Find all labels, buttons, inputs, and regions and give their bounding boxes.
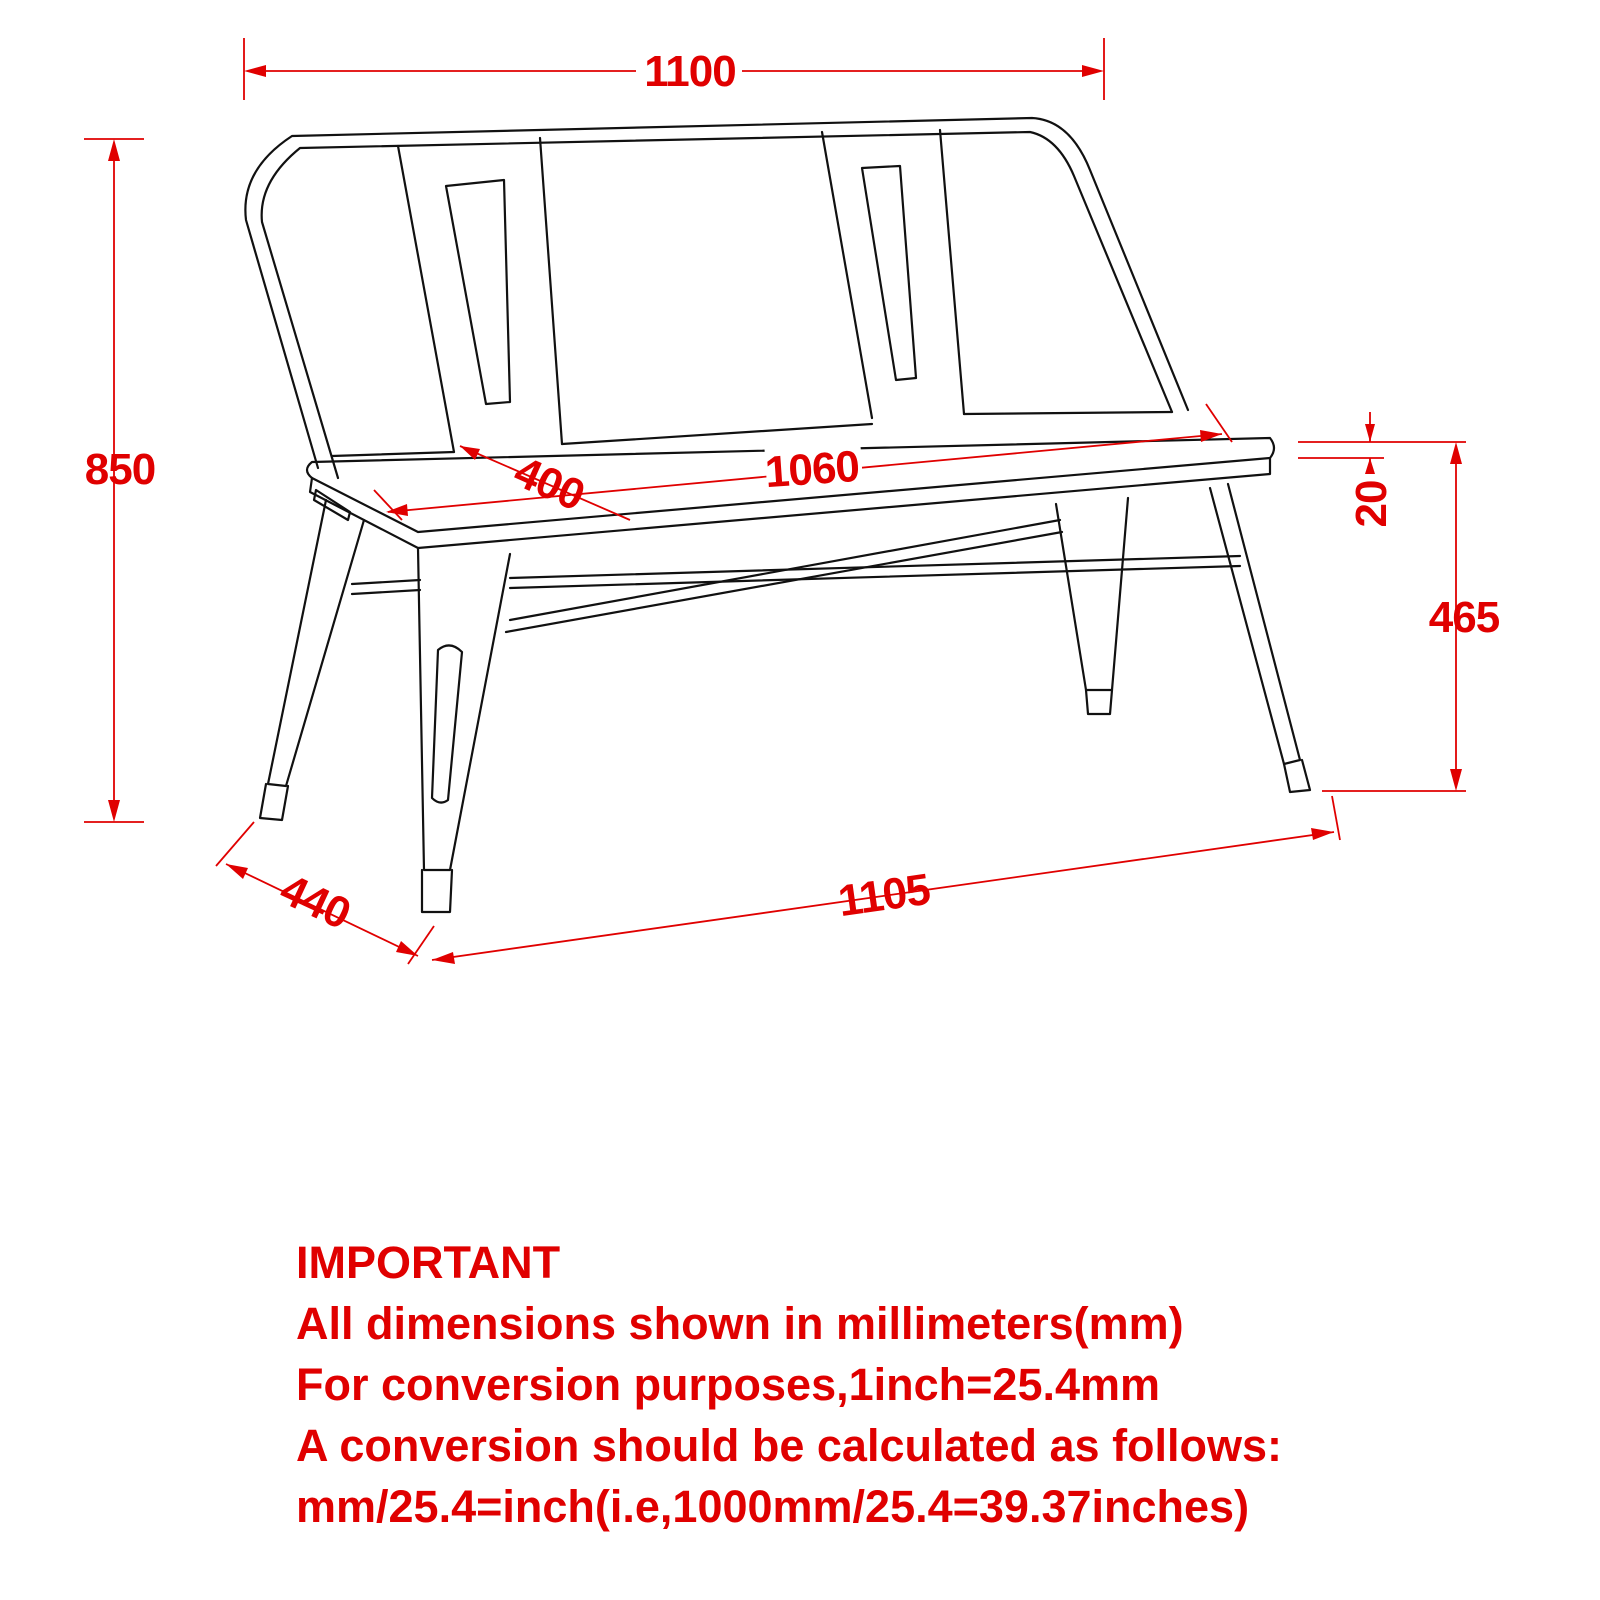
foot-front-right (1284, 760, 1310, 792)
dim-label-seat-height: 465 (1428, 593, 1500, 642)
stretcher-front (510, 556, 1240, 588)
notes-line-1: All dimensions shown in millimeters(mm) (296, 1298, 1184, 1349)
backrest-seam (332, 412, 1172, 456)
notes-line-2: For conversion purposes,1inch=25.4mm (296, 1359, 1161, 1410)
leg-front-left (418, 548, 510, 870)
backrest-slot-left (446, 180, 510, 404)
dim-label-overall-width: 1100 (644, 47, 736, 96)
dim-label-seat-thickness: 20 (1347, 480, 1396, 528)
dim-label-overall-height: 850 (84, 445, 156, 494)
foot-back-right (1086, 690, 1112, 714)
foot-back-left (260, 784, 288, 820)
backrest-panel-right (822, 130, 964, 418)
backrest-frame (245, 118, 1188, 468)
backrest-slot-right (862, 166, 916, 380)
backrest-frame-inner (262, 132, 1172, 478)
dim-label-base-width: 1105 (835, 864, 933, 927)
leg-back-left (268, 500, 364, 786)
dim-label-seat-width: 1060 (763, 441, 861, 498)
stretcher-left (352, 580, 420, 594)
dim-label-seat-depth: 400 (506, 447, 592, 521)
leg-back-right (1056, 498, 1128, 690)
dimension-notes (296, 1232, 1586, 1537)
dim-label-base-depth: 440 (272, 864, 358, 939)
notes-line-3: A conversion should be calculated as follows: (296, 1420, 1283, 1471)
notes-line-4: mm/25.4=inch(i.e,1000mm/25.4=39.37inches) (296, 1481, 1250, 1532)
foot-front-left (422, 870, 452, 912)
backrest-panel-left (398, 138, 562, 452)
notes-heading: IMPORTANT (296, 1237, 561, 1288)
leg-front-left-slot (432, 645, 462, 802)
leg-front-right (1210, 484, 1300, 764)
